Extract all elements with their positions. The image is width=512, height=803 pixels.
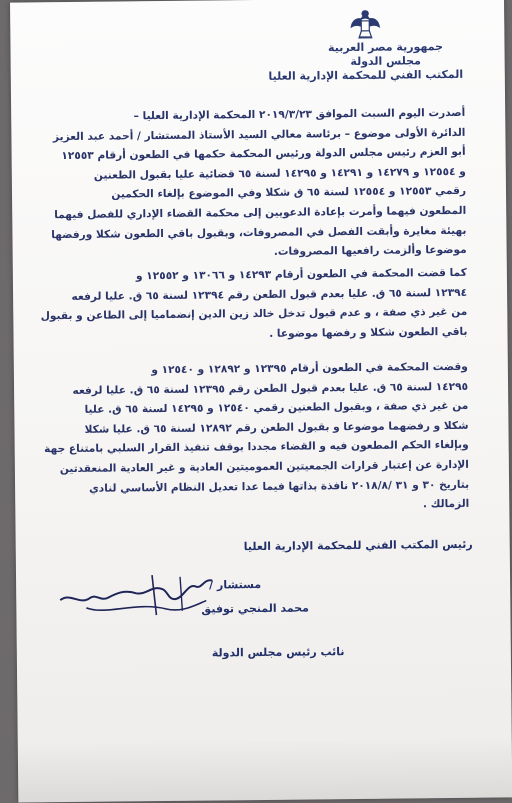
signature-rank: مستشار / (209, 577, 262, 592)
letterhead-office: المكتب الفني للمحكمة الإدارية العليا (268, 67, 464, 83)
text-line: الدائرة الأولى موضوع – برئاسة معالي السيد الأستاذ المستشار / أحمد عبد العزيز (52, 126, 466, 143)
text-line: ١٤٢٩٥ لسنة ٦٥ ق. عليا بعدم قبول الطعن رقم ١٢٣٩٥ لسنة ٦٥ ق. عليا لرفعه (72, 380, 469, 397)
text-line: وبإلغاء الحكم المطعون فيه و القضاء مجددا بوقف تنفيذ القرار السلبي بامتناع جهة (44, 439, 469, 456)
text-line: من غير ذي صفة ، و عدم قبول تدخل خالد زين الدين إنضماميا إلى الطاعن و بقبول (40, 306, 468, 323)
text-line: الزمالك . (422, 497, 470, 511)
text-line: موضوعا وألزمت رافعيها المصروفات. (273, 243, 467, 258)
text-line: الإدارة عن إعتبار قرارات الجمعيتين العموميتين العادية و غير العادية المنعقدتين (59, 458, 469, 476)
text-line: بتاريخ ٣٠ و ٣١ /٢٠١٨/٨ نافذة بذاتها فيما عدا تعديل النظام الأساسي لنادي (88, 478, 470, 495)
paragraph-1 (35, 104, 467, 265)
handwritten-signature (56, 570, 227, 622)
signature-position: نائب رئيس مجلس الدولة (211, 645, 345, 660)
text-line: كما قضت المحكمة في الطعون أرقام ١٤٢٩٣ و ١٣٠٦٦ و ١٢٥٥٢ و (135, 266, 467, 283)
letterhead-country: جمهورية مصر العربية (327, 40, 444, 55)
text-line: و ١٢٥٥٤ و ١٤٢٧٩ و ١٤٢٩١ و ١٤٢٩٥ لسنة ٦٥ قضائية عليا بقبول الطعنين (93, 165, 466, 182)
text-line: شكلا و رفضهما موضوعا و بقبول الطعن رقم ١٢٨٩٢ لسنة ٦٥ ق. عليا شكلا (84, 419, 469, 436)
signature-name: محمد المنجي توفيق (201, 601, 310, 616)
text-line: بهيئة مغايرة وأبقت الفصل في المصروفات، وبقبول باقي الطعون شكلا ورفضها (51, 224, 467, 241)
letterhead (250, 40, 480, 84)
document-page (10, 0, 512, 803)
page-shadow (18, 737, 512, 802)
text-line: وقضت المحكمة في الطعون أرقام ١٢٣٩٥ و ١٢٨٩٢ و ١٢٥٤٠ و (151, 360, 468, 377)
text-line: المطعون فيهما وأمرت بإعادة الدعويين إلى محكمة القضاء الإداري للفصل فيهما (54, 204, 467, 222)
signature-title: رئيس المكتب الفني للمحكمة الإدارية العليا (243, 537, 473, 554)
text-line: أبو العزم رئيس مجلس الدولة ورئيس المحكمة حكمها في الطعون أرقام ١٢٥٥٣ (61, 146, 466, 163)
text-line: رقمي ١٢٥٥٣ و ١٢٥٥٤ لسنة ٦٥ ق شكلا وفي الموضوع بإلغاء الحكمين (111, 185, 467, 201)
text-line: باقي الطعون شكلا و رفضها موضوعا . (269, 325, 468, 340)
paragraph-3 (38, 358, 470, 519)
paragraph-2 (37, 264, 468, 347)
text-line: ١٢٣٩٤ لسنة ٦٥ ق. عليا بعدم قبول الطعن رقم ١٢٣٩٤ لسنة ٦٥ ق. عليا لرفعه (71, 286, 468, 303)
letterhead-council: مجلس الدولة (350, 54, 421, 69)
eagle-emblem-icon (348, 7, 382, 41)
text-line: من غير ذي صفة ، وبقبول الطعنين رقمي ١٢٥٤٠ و ١٤٢٩٥ لسنة ٦٥ ق. عليا (84, 399, 469, 417)
text-line: أصدرت اليوم السبت الموافق ٢٠١٩/٣/٢٣ المحكمة الإدارية العليا – (133, 106, 466, 123)
